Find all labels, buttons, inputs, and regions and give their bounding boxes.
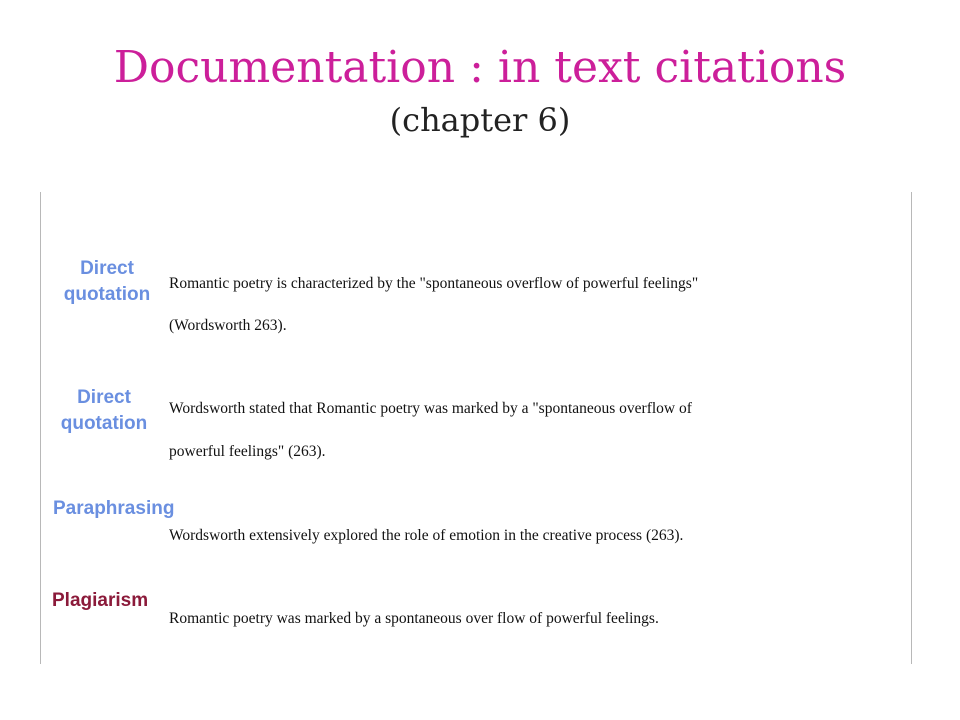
- citation-type-label: Plagiarism: [52, 590, 149, 611]
- citation-type-label: Paraphrasing: [53, 498, 175, 519]
- right-rule: [911, 192, 912, 664]
- example-text-line-1: Romantic poetry is characterized by the "spontaneous overflow of powerful feelings": [169, 275, 699, 292]
- citation-type-label: [45, 385, 163, 437]
- label-line-2: quotation: [60, 413, 148, 434]
- example-text: Romantic poetry was marked by a spontaneous over flow of powerful feelings.: [169, 610, 659, 627]
- example-text-line-2: (Wordsworth 263).: [169, 317, 287, 334]
- example-text-line-1: Wordsworth stated that Romantic poetry was marked by a "spontaneous overflow of: [169, 400, 692, 417]
- label-line-1: Direct: [80, 258, 134, 279]
- label-line-2: quotation: [63, 284, 151, 305]
- example-text-line-2: powerful feelings" (263).: [169, 443, 326, 460]
- example-text: Wordsworth extensively explored the role of emotion in the creative process (263).: [169, 527, 684, 544]
- citation-type-label: [48, 256, 166, 308]
- slide-subtitle: (chapter 6): [389, 101, 571, 139]
- label-line-1: Direct: [77, 387, 131, 408]
- slide-title: Documentation : in text citations: [113, 42, 847, 93]
- left-rule: [40, 192, 41, 664]
